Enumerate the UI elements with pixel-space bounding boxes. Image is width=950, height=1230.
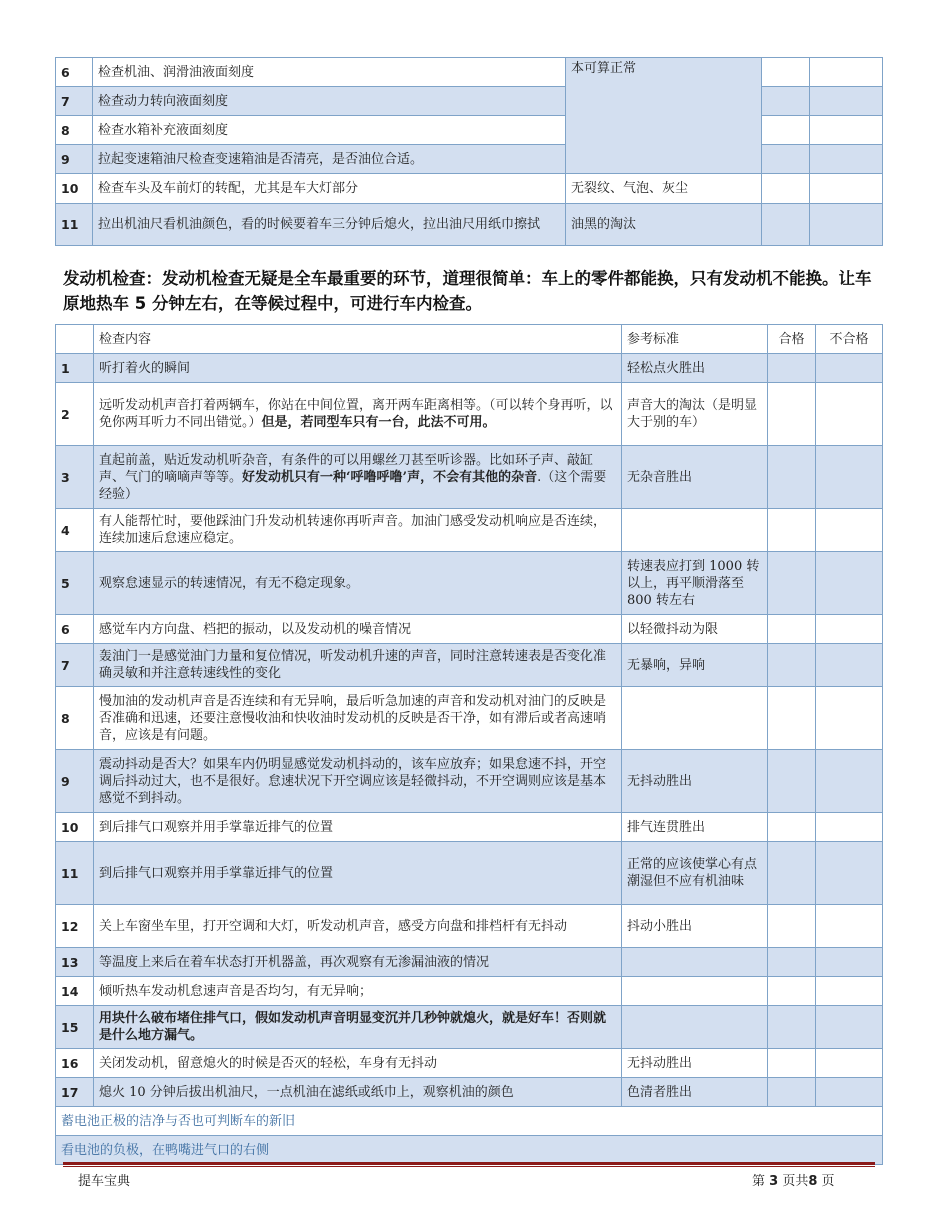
reference-standard: 无裂纹、气泡、灰尘	[566, 174, 762, 204]
fail-cell[interactable]	[816, 687, 883, 750]
reference-standard: 声音大的淘汰（是明显大于别的车）	[622, 383, 768, 446]
check-item: 拉出机油尺看机油颜色，看的时候要着车三分钟后熄火，拉出油尺用纸巾擦拭	[93, 204, 566, 246]
header-fail: 不合格	[816, 325, 883, 354]
fail-cell[interactable]	[816, 383, 883, 446]
reference-standard: 油黑的淘汰	[566, 204, 762, 246]
fail-cell[interactable]	[816, 977, 883, 1006]
fail-cell[interactable]	[816, 509, 883, 552]
pass-cell[interactable]	[768, 644, 816, 687]
reference-standard	[622, 509, 768, 552]
page-suffix: 页	[821, 1174, 835, 1189]
table-row	[56, 446, 883, 509]
row-number: 5	[56, 552, 94, 615]
row-number: 17	[56, 1078, 94, 1107]
reference-standard: 无抖动胜出	[622, 1049, 768, 1078]
row-number: 7	[56, 87, 93, 116]
pass-cell[interactable]	[762, 174, 810, 204]
row-number: 6	[56, 58, 93, 87]
row-number: 3	[56, 446, 94, 509]
check-item: 有人能帮忙时，要他踩油门升发动机转速你再听声音。加油门感受发动机响应是否连续，连续加速后怠速应稳定。	[94, 509, 622, 552]
check-item: 检查水箱补充液面刻度	[93, 116, 566, 145]
fail-cell[interactable]	[816, 1006, 883, 1049]
table-row	[56, 1006, 883, 1049]
fail-cell[interactable]	[816, 1078, 883, 1107]
fail-cell[interactable]	[816, 905, 883, 948]
fail-cell[interactable]	[816, 842, 883, 905]
engine-check-table	[55, 324, 883, 1165]
page-mid: 页共	[782, 1174, 809, 1189]
check-item-emphasis: 但是，若同型车只有一台，此法不可用。	[261, 415, 496, 430]
check-item: 轰油门一是感觉油门力量和复位情况，听发动机升速的声音，同时注意转速表是否变化准确灵敏和并注意转速线性的变化	[94, 644, 622, 687]
row-number: 9	[56, 750, 94, 813]
row-number: 7	[56, 644, 94, 687]
check-item: 感觉车内方向盘、档把的振动，以及发动机的噪音情况	[94, 615, 622, 644]
header-pass: 合格	[768, 325, 816, 354]
reference-standard: 正常的应该使掌心有点潮湿但不应有机油味	[622, 842, 768, 905]
fail-cell[interactable]	[816, 446, 883, 509]
check-item: 到后排气口观察并用手掌靠近排气的位置	[94, 842, 622, 905]
table-header-row	[56, 325, 883, 354]
pass-cell[interactable]	[768, 552, 816, 615]
table-row	[56, 552, 883, 615]
footer-divider	[63, 1166, 875, 1167]
fail-cell[interactable]	[816, 615, 883, 644]
reference-standard	[622, 977, 768, 1006]
table-row	[56, 750, 883, 813]
fail-cell[interactable]	[810, 204, 883, 246]
table-row	[56, 1049, 883, 1078]
reference-standard	[622, 1006, 768, 1049]
check-item: 检查车头及车前灯的转配，尤其是车大灯部分	[93, 174, 566, 204]
pass-cell[interactable]	[768, 1049, 816, 1078]
table-row	[56, 354, 883, 383]
table-row	[56, 204, 883, 246]
fail-cell[interactable]	[816, 813, 883, 842]
row-number: 12	[56, 905, 94, 948]
check-item: 拉起变速箱油尺检查变速箱油是否清亮，是否油位合适。	[93, 145, 566, 174]
pass-cell[interactable]	[768, 948, 816, 977]
check-item: 检查机油、润滑油液面刻度	[93, 58, 566, 87]
fail-cell[interactable]	[816, 354, 883, 383]
row-number: 16	[56, 1049, 94, 1078]
check-item: 倾听热车发动机怠速声音是否均匀，有无异响；	[94, 977, 622, 1006]
check-item	[94, 383, 622, 446]
reference-standard: 抖动小胜出	[622, 905, 768, 948]
pass-cell[interactable]	[768, 446, 816, 509]
pass-cell[interactable]	[768, 509, 816, 552]
check-item	[94, 446, 622, 509]
pass-cell[interactable]	[762, 58, 810, 87]
check-item: 熄火 10 分钟后拔出机油尺，一点机油在滤纸或纸巾上，观察机油的颜色	[94, 1078, 622, 1107]
pass-cell[interactable]	[762, 204, 810, 246]
row-number: 10	[56, 174, 93, 204]
pass-cell[interactable]	[768, 383, 816, 446]
reference-standard: 以轻微抖动为限	[622, 615, 768, 644]
pass-cell[interactable]	[768, 750, 816, 813]
fail-cell[interactable]	[816, 948, 883, 977]
check-item: 到后排气口观察并用手掌靠近排气的位置	[94, 813, 622, 842]
total-pages: 8	[808, 1174, 818, 1189]
fail-cell[interactable]	[816, 552, 883, 615]
row-number: 8	[56, 687, 94, 750]
check-item-text: 直起前盖，贴近发动机听杂音，有条件的可以用螺丝刀甚至听诊器。比如环子声、敲缸声、气门的嘀嘀声等等。	[99, 452, 594, 485]
table-row	[56, 813, 883, 842]
footer-document-title: 提车宝典	[78, 1174, 131, 1189]
note-row	[56, 1107, 883, 1136]
row-number: 11	[56, 204, 93, 246]
row-number: 8	[56, 116, 93, 145]
pass-cell[interactable]	[768, 842, 816, 905]
page-prefix: 第	[752, 1174, 766, 1189]
table-row	[56, 615, 883, 644]
reference-standard: 无杂音胜出	[622, 446, 768, 509]
check-item: 用块什么破布堵住排气口，假如发动机声音明显变沉并几秒钟就熄火，就是好车！否则就是什么地方漏气。	[94, 1006, 622, 1049]
reference-standard: 本可算正常	[566, 58, 762, 174]
header-standard: 参考标准	[622, 325, 768, 354]
fail-cell[interactable]	[816, 1049, 883, 1078]
table-row	[56, 58, 883, 87]
check-item: 听打着火的瞬间	[94, 354, 622, 383]
table-row	[56, 383, 883, 446]
check-item: 关闭发动机，留意熄火的时候是否灭的轻松，车身有无抖动	[94, 1049, 622, 1078]
reference-standard	[622, 948, 768, 977]
check-item: 慢加油的发动机声音是否连续和有无异响，最后听急加速的声音和发动机对油门的反映是否准确和迅速，还要注意慢收油和快收油时发动机的反映是否干净，如有滞后或者高速哨音，应该是有问题。	[94, 687, 622, 750]
check-item-emphasis: 好发动机只有一种‘呼噜呼噜’声，不会有其他的杂音	[242, 469, 538, 485]
fail-cell[interactable]	[810, 87, 883, 116]
pass-cell[interactable]	[768, 687, 816, 750]
reference-standard: 转速表应打到 1000 转以上，再平顺滑落至 800 转左右	[622, 552, 768, 615]
fail-cell[interactable]	[816, 644, 883, 687]
row-number: 6	[56, 615, 94, 644]
check-item: 震动抖动是否大？如果车内仍明显感觉发动机抖动的，该车应放弃；如果怠速不抖，开空调后抖动过大，也不是很好。怠速状况下开空调应该是轻微抖动，不开空调则应该是基本感觉不到抖动。	[94, 750, 622, 813]
fail-cell[interactable]	[810, 116, 883, 145]
battery-note: 蓄电池正极的洁净与否也可判断车的新旧	[56, 1107, 883, 1136]
check-item-note: .（这个需要经验）	[99, 469, 607, 502]
pass-cell[interactable]	[768, 1078, 816, 1107]
pass-cell[interactable]	[768, 354, 816, 383]
table-row	[56, 644, 883, 687]
battery-note: 看电池的负极，在鸭嘴进气口的右侧	[56, 1136, 883, 1165]
check-item: 检查动力转向液面刻度	[93, 87, 566, 116]
check-item: 关上车窗坐车里，打开空调和大灯，听发动机声音，感受方向盘和排档杆有无抖动	[94, 905, 622, 948]
header-number	[56, 325, 94, 354]
pass-cell[interactable]	[768, 813, 816, 842]
row-number: 14	[56, 977, 94, 1006]
pass-cell[interactable]	[768, 977, 816, 1006]
fail-cell[interactable]	[810, 145, 883, 174]
row-number: 13	[56, 948, 94, 977]
row-number: 10	[56, 813, 94, 842]
row-number: 4	[56, 509, 94, 552]
table-row	[56, 948, 883, 977]
pass-cell[interactable]	[768, 905, 816, 948]
pass-cell[interactable]	[762, 145, 810, 174]
table-row	[56, 1078, 883, 1107]
pass-cell[interactable]	[768, 615, 816, 644]
table-row	[56, 509, 883, 552]
section-heading: 发动机检查：发动机检查无疑是全车最重要的环节，道理很简单：车上的零件都能换，只有发动机不能换。让车原地热车 5 分钟左右，在等候过程中，可进行车内检查。	[63, 269, 872, 313]
table-row	[56, 687, 883, 750]
check-item: 观察怠速显示的转速情况，有无不稳定现象。	[94, 552, 622, 615]
row-number: 1	[56, 354, 94, 383]
header-content: 检查内容	[94, 325, 622, 354]
row-number: 15	[56, 1006, 94, 1049]
table-row	[56, 842, 883, 905]
reference-standard: 无抖动胜出	[622, 750, 768, 813]
checklist-table-continued	[55, 57, 883, 246]
reference-standard: 轻松点火胜出	[622, 354, 768, 383]
reference-standard: 排气连贯胜出	[622, 813, 768, 842]
check-item-text: 远听发动机声音打着两辆车，你站在中间位置，离开两车距离相等。（可以转个身再听，以免你两耳听力不同出错觉。）	[99, 398, 613, 430]
table-row	[56, 174, 883, 204]
note-row	[56, 1136, 883, 1165]
table-row	[56, 905, 883, 948]
row-number: 11	[56, 842, 94, 905]
table-row	[56, 977, 883, 1006]
row-number: 9	[56, 145, 93, 174]
reference-standard: 无暴响，异响	[622, 644, 768, 687]
pass-cell[interactable]	[768, 1006, 816, 1049]
pass-cell[interactable]	[762, 87, 810, 116]
current-page: 3	[769, 1174, 779, 1189]
fail-cell[interactable]	[810, 174, 883, 204]
row-number: 2	[56, 383, 94, 446]
footer-page-number	[752, 1170, 835, 1189]
fail-cell[interactable]	[810, 58, 883, 87]
reference-standard: 色清者胜出	[622, 1078, 768, 1107]
reference-standard	[622, 687, 768, 750]
footer-divider	[63, 1162, 875, 1165]
pass-cell[interactable]	[762, 116, 810, 145]
check-item: 等温度上来后在着车状态打开机器盖，再次观察有无渗漏油液的情况	[94, 948, 622, 977]
fail-cell[interactable]	[816, 750, 883, 813]
